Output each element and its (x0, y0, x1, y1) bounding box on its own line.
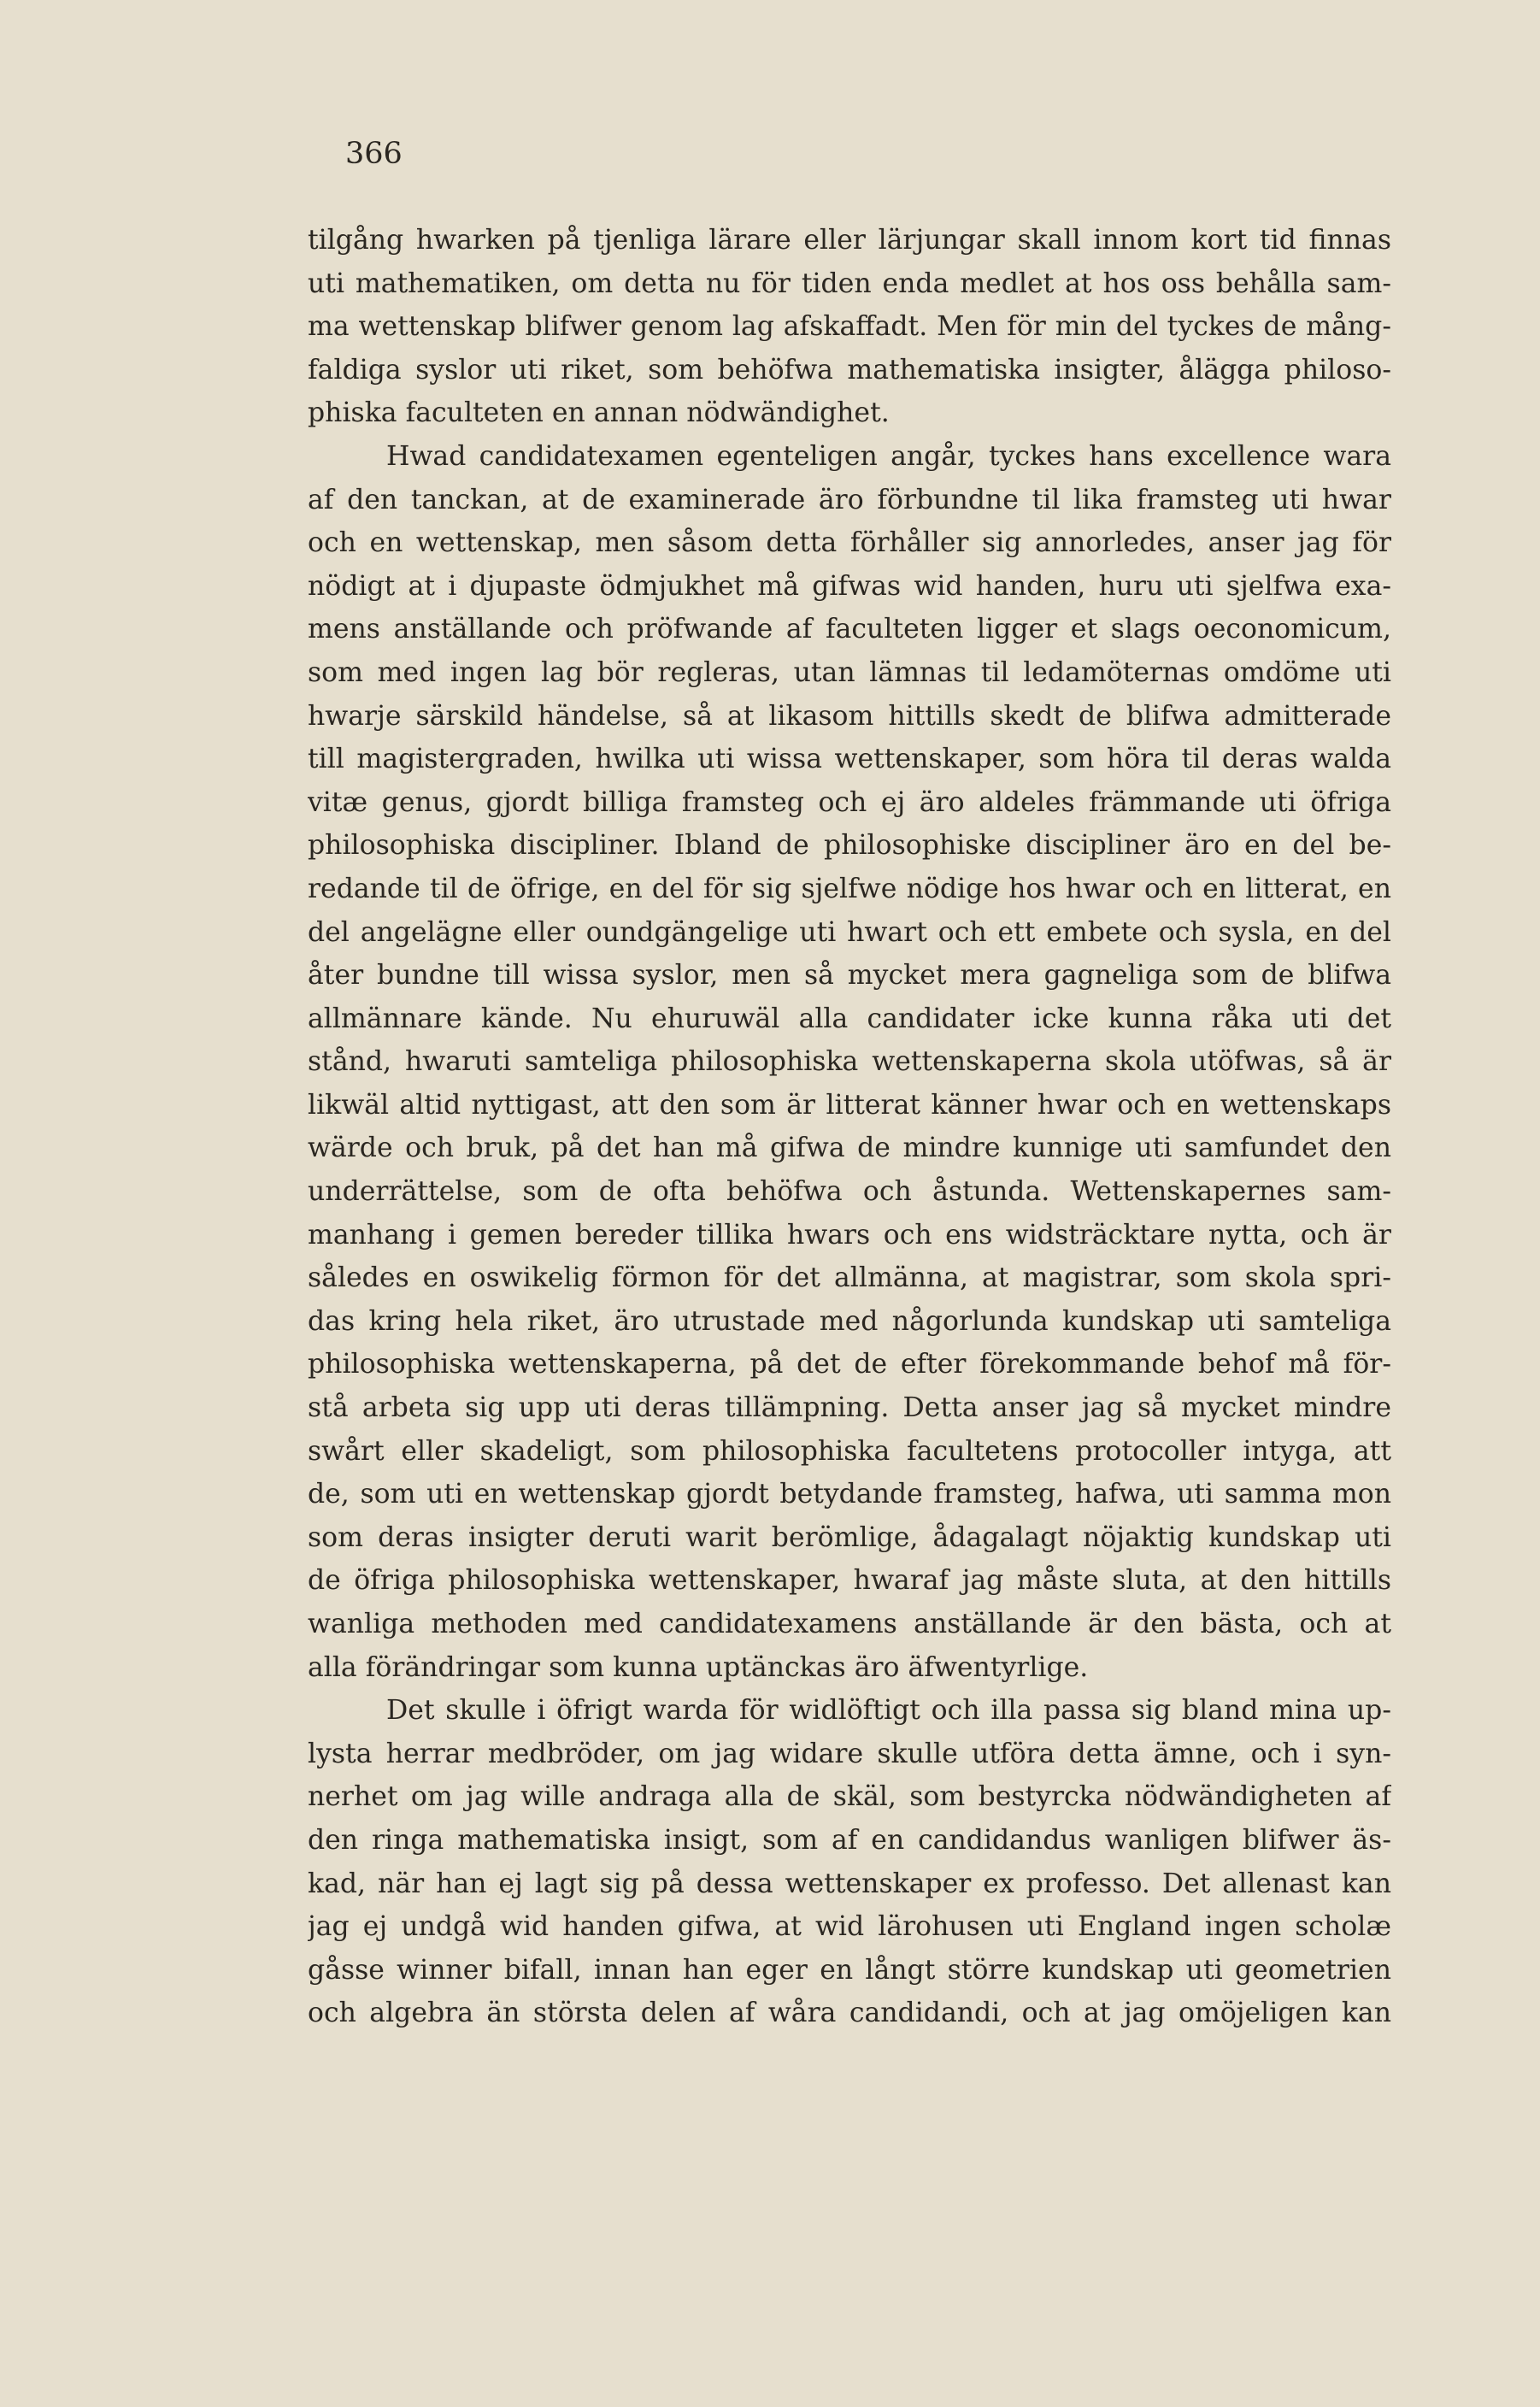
text-line: således en oswikelig förmon för det allmänna, at magistrar, som skola spri- (308, 1262, 1391, 1294)
text-line: das kring hela riket, äro utrustade med någorlunda kundskap uti samteliga (308, 1305, 1391, 1337)
text-line: philosophiska discipliner. Ibland de philosophiske discipliner äro en del be- (308, 830, 1391, 862)
text-line: wärde och bruk, på det han må gifwa de mindre kunnige uti samfundet den (308, 1133, 1391, 1164)
text-line: de, som uti en wettenskap gjordt betydande framsteg, hafwa, uti samma mon (308, 1479, 1391, 1510)
text-line: underrättelse, som de ofta behöfwa och åstunda. Wettenskapernes sam- (308, 1176, 1391, 1208)
text-line: och algebra än största delen af wåra candidandi, och at jag omöjeligen kan (308, 1998, 1391, 2029)
text-line: philosophiska wettenskaperna, på det de efter förekommande behof må för- (308, 1349, 1391, 1380)
text-line: del angelägne eller oundgängelige uti hwart och ett embete och sysla, en del (308, 916, 1391, 948)
text-line: alla förändringar som kunna uptänckas äro äfwentyrlige. (308, 1651, 1089, 1683)
text-line: uti mathematiken, om detta nu för tiden enda medlet at hos oss behålla sam- (308, 268, 1391, 299)
text-line: wanliga methoden med candidatexamens anställande är den bästa, och at (308, 1609, 1391, 1639)
text-line: de öfriga philosophiska wettenskaper, hwaraf jag måste sluta, at den hittills (308, 1565, 1391, 1597)
text-line: åter bundne till wissa syslor, men så mycket mera gagneliga som de blifwa (308, 960, 1391, 992)
text-line: manhang i gemen bereder tillika hwars och ens widsträcktare nytta, och är (308, 1219, 1391, 1251)
body-text (308, 219, 1391, 2035)
text-line: den ringa mathematiska insigt, som af en candidandus wanligen blifwer äs- (308, 1824, 1391, 1856)
text-line: faldiga syslor uti riket, som behöfwa mathematiska insigter, ålägga philoso- (308, 354, 1391, 385)
text-line: swårt eller skadeligt, som philosophiska facultetens protocoller intyga, att (308, 1435, 1391, 1467)
text-line: stånd, hwaruti samteliga philosophiska wettenskaperna skola utöfwas, så är (308, 1046, 1391, 1078)
text-line: mens anställande och pröfwande af faculteten ligger et slags oeconomicum, (308, 614, 1391, 645)
text-line: Hwad candidatexamen egenteligen angår, tyckes hans excellence wara (386, 440, 1391, 472)
text-line: Det skulle i öfrigt warda för widlöftigt och illa passa sig bland mina up- (386, 1695, 1391, 1727)
text-line: lysta herrar medbröder, om jag widare skulle utföra detta ämne, och i syn- (308, 1738, 1391, 1769)
text-line: vitæ genus, gjordt billiga framsteg och ej äro aldeles främmande uti öfriga (308, 786, 1391, 818)
text-line: till magistergraden, hwilka uti wissa wettenskaper, som höra til deras walda (308, 744, 1391, 775)
text-line: som med ingen lag bör regleras, utan lämnas til ledamöternas omdöme uti (308, 656, 1391, 688)
page-number: 366 (345, 137, 403, 171)
text-line: och en wettenskap, men såsom detta förhåller sig annorledes, anser jag för (308, 527, 1391, 559)
text-line: allmännare kände. Nu ehuruwäl alla candidater icke kunna råka uti det (308, 1003, 1391, 1034)
text-line: stå arbeta sig upp uti deras tillämpning. Detta anser jag så mycket mindre (308, 1392, 1391, 1424)
text-line: nerhet om jag wille andraga alla de skäl, som bestyrcka nödwändigheten af (308, 1781, 1391, 1813)
text-line: nödigt at i djupaste ödmjukhet må gifwas wid handen, huru uti sjelfwa exa- (308, 570, 1391, 602)
text-line: kad, när han ej lagt sig på dessa wettenskaper ex professo. Det allenast kan (308, 1868, 1391, 1899)
text-line: phiska faculteten en annan nödwändighet. (308, 397, 890, 429)
text-line: tilgång hwarken på tjenliga lärare eller lärjungar skall innom kort tid finnas (308, 225, 1391, 256)
text-line: ma wettenskap blifwer genom lag afskaffadt. Men för min del tyckes de mång- (308, 311, 1391, 343)
text-line: af den tanckan, at de examinerade äro förbundne til lika framsteg uti hwar (308, 484, 1391, 515)
text-line: jag ej undgå wid handen gifwa, at wid lärohusen uti England ingen scholæ (308, 1911, 1391, 1943)
text-line: hwarje särskild händelse, så at likasom hittills skedt de blifwa admitterade (308, 700, 1391, 732)
text-line: redande til de öfrige, en del för sig sjelfwe nödige hos hwar och en litterat, en (308, 873, 1391, 904)
text-line: som deras insigter deruti warit berömlige, ådagalagt nöjaktig kundskap uti (308, 1521, 1391, 1553)
text-line: gåsse winner bifall, innan han eger en långt större kundskap uti geometrien (308, 1954, 1391, 1986)
text-line: likwäl altid nyttigast, att den som är litterat känner hwar och en wettenskaps (308, 1089, 1391, 1121)
